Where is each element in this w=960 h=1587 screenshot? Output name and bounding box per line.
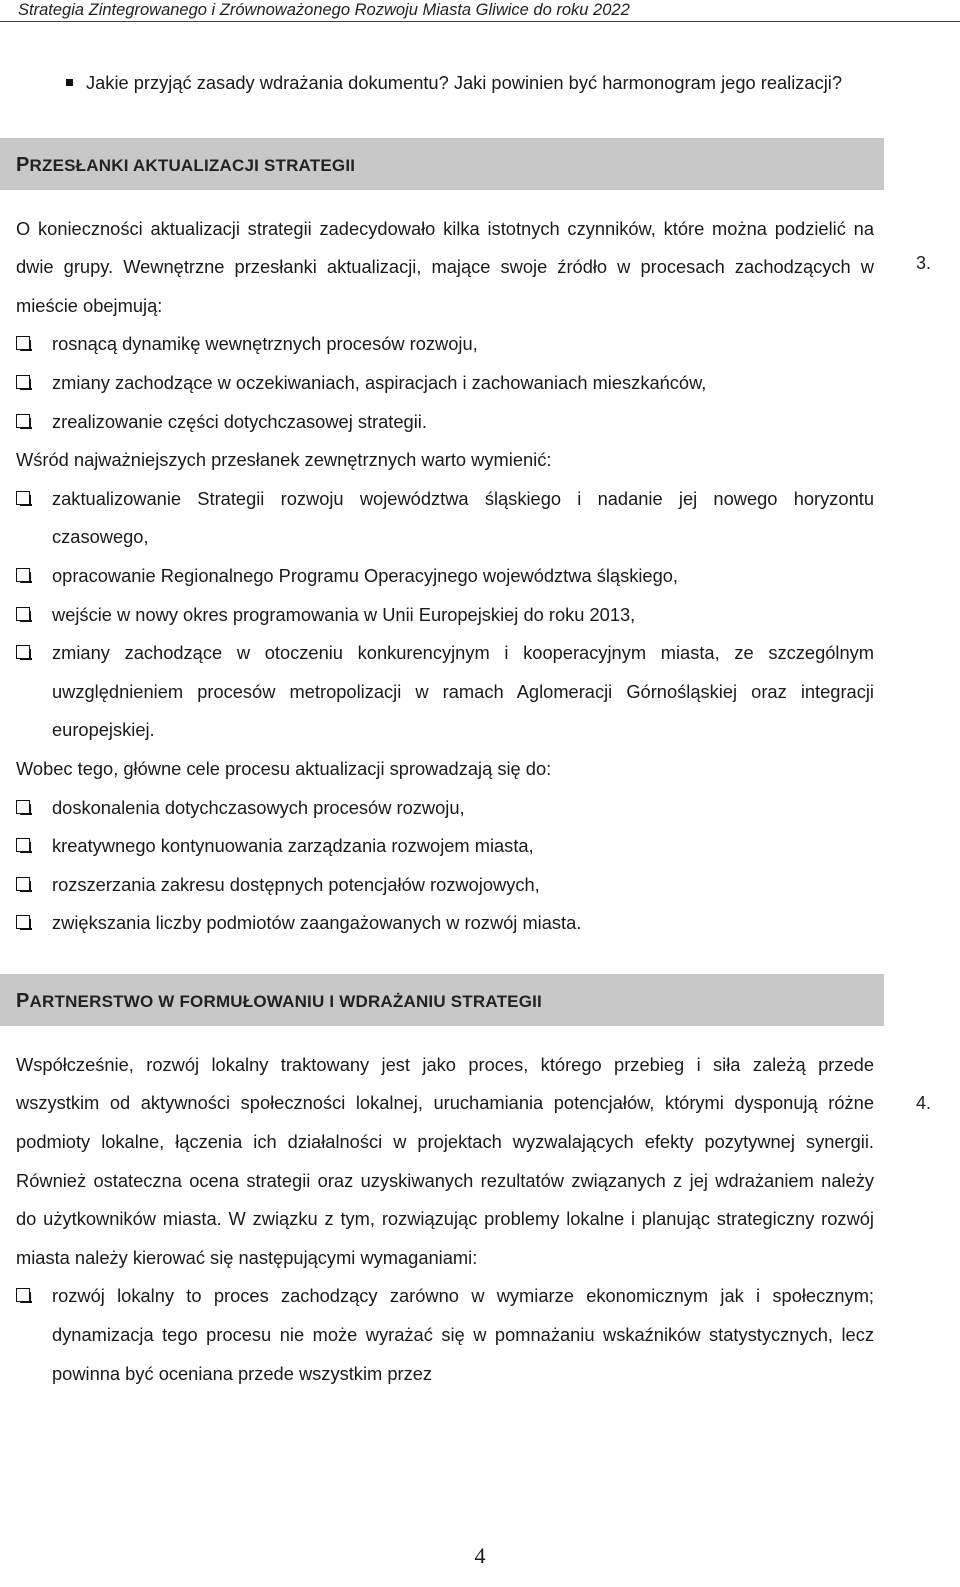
checkbox-bullet-icon [16,491,30,505]
heading-text: ARTNERSTWO W FORMUŁOWANIU I WDRAŻANIU STRATEGII [29,991,542,1011]
list-item [16,634,874,750]
checkbox-bullet-icon [16,838,30,852]
intro-bullet-text: Jakie przyjąć zasady wdrażania dokumentu? Jaki powinien być harmonogram jego realizacji? [86,72,843,93]
page-number: 4 [474,1543,486,1568]
list-item-text: zwiększania liczby podmiotów zaangażowanych w rozwój miasta. [52,912,582,934]
list-item-text: rozszerzania zakresu dostępnych potencjałów rozwojowych, [52,873,540,895]
checkbox-bullet-icon [16,877,30,891]
list-item [16,789,874,828]
list-item [16,364,874,403]
list-item-text: zrealizowanie części dotychczasowej strategii. [52,410,427,432]
paragraph: Wśród najważniejszych przesłanek zewnętrznych warto wymienić: [16,449,552,471]
checkbox-bullet-icon [16,915,30,929]
list-item [16,325,874,364]
list-item [16,596,874,635]
paragraph: Współcześnie, rozwój lokalny traktowany jest jako proces, którego przebieg i siła zależą przede wszystkim od aktywności społeczności lokalnej, uruchamiania potencjałów, którymi dysponują różne podmioty lokalne, łączenia ich działalności w projektach wyzwalających efekty pozytywnej synergii. Również ostateczna ocena strategii oraz uzyskiwanych rezultatów związanych z jej wdrażaniem należy do użytkowników miasta. W związku z tym, rozwiązując problemy lokalne i planując strategiczny rozwój miasta należy kierować się następującymi wymaganiami: [16,1053,874,1268]
heading-initial: P [16,989,30,1012]
heading-initial: P [16,153,30,176]
document-title: Strategia Zintegrowanego i Zrównoważonego Rozwoju Miasta Gliwice do roku 2022 [18,1,630,19]
margin-number-4: 4. [916,1093,932,1113]
margin-number-3: 3. [916,253,932,273]
list-item [16,1277,874,1393]
intro-bullet-item [16,64,874,103]
list-item-text: zmiany zachodzące w oczekiwaniach, aspiracjach i zachowaniach mieszkańców, [52,371,707,393]
square-bullet-icon [66,79,73,86]
section-heading-partnerstwo [0,974,884,1026]
list-item [16,480,874,557]
checkbox-bullet-icon [16,607,30,621]
list-item [16,827,874,866]
running-header [0,0,960,22]
checkbox-bullet-icon [16,414,30,428]
list-item [16,403,874,442]
heading-text: RZESŁANKI AKTUALIZACJI STRATEGII [29,155,356,175]
checkbox-bullet-icon [16,645,30,659]
list-item-text: zaktualizowanie Strategii rozwoju województwa śląskiego i nadanie jej nowego horyzontu czasowego, [52,487,874,548]
checkbox-bullet-icon [16,568,30,582]
list-item-text: rosnącą dynamikę wewnętrznych procesów rozwoju, [52,333,478,355]
page-content [16,64,874,1393]
paragraph: O konieczności aktualizacji strategii zadecydowało kilka istotnych czynników, które można podzielić na dwie grupy. Wewnętrzne przesłanki aktualizacji, mające swoje źródło w procesach zachodzących w mieście obejmują: [16,217,874,316]
checkbox-bullet-icon [16,375,30,389]
list-item [16,866,874,905]
list-item-text: opracowanie Regionalnego Programu Operacyjnego województwa śląskiego, [52,564,678,586]
paragraph: Wobec tego, główne cele procesu aktualizacji sprowadzają się do: [16,757,552,779]
list-item-text: zmiany zachodzące w otoczeniu konkurencyjnym i kooperacyjnym miasta, ze szczególnym uwzględnieniem procesów metropolizacji w ramach Aglomeracji Górnośląskiej oraz integracji europejskiej. [52,642,874,741]
checkbox-bullet-icon [16,1288,30,1302]
checkbox-bullet-icon [16,336,30,350]
list-item-text: kreatywnego kontynuowania zarządzania rozwojem miasta, [52,835,534,857]
list-item [16,904,874,943]
list-item-text: wejście w nowy okres programowania w Unii Europejskiej do roku 2013, [52,603,636,625]
section-heading-przeslanki [0,138,884,190]
list-item-text: rozwój lokalny to proces zachodzący zarówno w wymiarze ekonomicznym jak i społecznym; dynamizacja tego procesu nie może wyrażać się w pomnażaniu wskaźników statystycznych, lecz powinna być oceniana przede wszystkim przez [52,1285,874,1384]
list-item [16,557,874,596]
list-item-text: doskonalenia dotychczasowych procesów rozwoju, [52,796,465,818]
checkbox-bullet-icon [16,800,30,814]
